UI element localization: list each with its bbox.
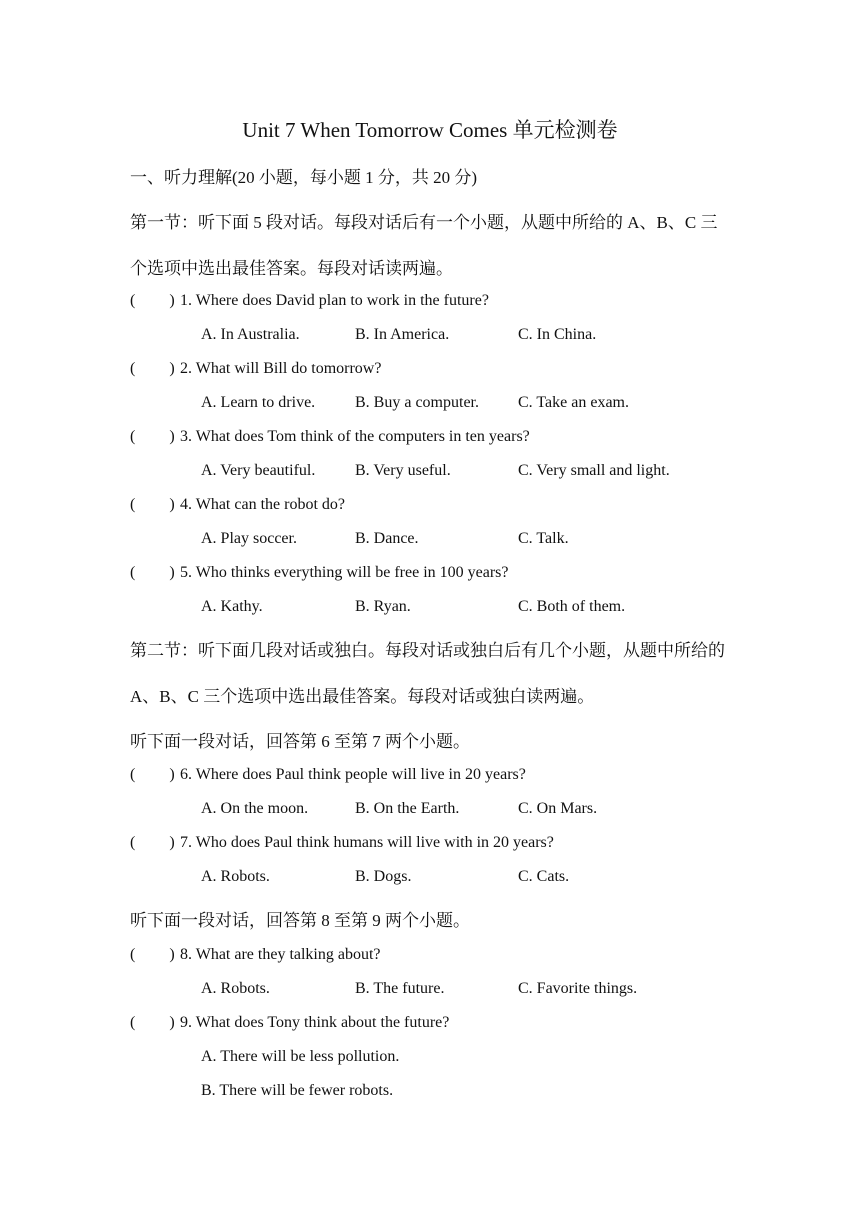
option-c: C. Take an exam. [518, 394, 629, 411]
part2-instructions-line1: 第二节：听下面几段对话或独白。每段对话或独白后有几个小题，从题中所给的 [130, 641, 725, 660]
question-stem: 1. Where does David plan to work in the future? [180, 292, 489, 309]
answer-blank[interactable]: ( ) [130, 564, 175, 581]
option-a: A. Learn to drive. [201, 394, 316, 411]
option-b: B. On the Earth. [355, 800, 460, 817]
question-8 [130, 946, 381, 964]
dialog-intro-6-7: 听下面一段对话，回答第 6 至第 7 两个小题。 [130, 732, 470, 751]
part2-instructions-line2: A、B、C 三个选项中选出最佳答案。每段对话或独白读两遍。 [130, 687, 595, 706]
question-1 [130, 292, 489, 310]
option-a: A. Very beautiful. [201, 462, 316, 479]
option-c: C. Very small and light. [518, 462, 670, 479]
answer-blank[interactable]: ( ) [130, 766, 175, 783]
question-stem: 4. What can the robot do? [180, 496, 345, 513]
option-b: B. Dance. [355, 530, 419, 547]
option-a: A. On the moon. [201, 800, 309, 817]
option-c: C. Favorite things. [518, 980, 638, 997]
option-b: B. There will be fewer robots. [201, 1082, 394, 1099]
answer-blank[interactable]: ( ) [130, 496, 175, 513]
option-b: B. Ryan. [355, 598, 411, 615]
dialog-intro-8-9: 听下面一段对话，回答第 8 至第 9 两个小题。 [130, 911, 470, 930]
page-title: Unit 7 When Tomorrow Comes 单元检测卷 [242, 118, 618, 142]
question-9 [130, 1014, 449, 1032]
option-c: C. On Mars. [518, 800, 598, 817]
question-5 [130, 564, 509, 582]
answer-blank[interactable]: ( ) [130, 1014, 175, 1031]
question-stem: 5. Who thinks everything will be free in 100 years? [180, 564, 509, 581]
option-a: A. Play soccer. [201, 530, 297, 547]
answer-blank[interactable]: ( ) [130, 946, 175, 963]
option-c: C. Both of them. [518, 598, 626, 615]
question-3 [130, 428, 530, 446]
option-b: B. In America. [355, 326, 450, 343]
question-4 [130, 496, 345, 514]
part1-instructions-line2: 个选项中选出最佳答案。每段对话读两遍。 [130, 259, 453, 278]
question-stem: 9. What does Tony think about the future? [180, 1014, 450, 1031]
question-stem: 6. Where does Paul think people will live in 20 years? [180, 766, 526, 783]
option-c: C. Cats. [518, 868, 570, 885]
answer-blank[interactable]: ( ) [130, 834, 175, 851]
option-b: B. Dogs. [355, 868, 412, 885]
option-a: A. There will be less pollution. [201, 1048, 400, 1065]
option-c: C. In China. [518, 326, 597, 343]
question-7 [130, 834, 554, 852]
option-a: A. Robots. [201, 868, 270, 885]
option-c: C. Talk. [518, 530, 569, 547]
section-heading: 一、听力理解(20 小题，每小题 1 分，共 20 分) [130, 168, 478, 187]
answer-blank[interactable]: ( ) [130, 428, 175, 445]
question-stem: 3. What does Tom think of the computers in ten years? [180, 428, 530, 445]
option-b: B. Buy a computer. [355, 394, 479, 411]
question-2 [130, 360, 381, 378]
answer-blank[interactable]: ( ) [130, 292, 175, 309]
question-6 [130, 766, 526, 784]
option-a: A. Kathy. [201, 598, 263, 615]
option-b: B. The future. [355, 980, 445, 997]
option-a: A. In Australia. [201, 326, 300, 343]
option-b: B. Very useful. [355, 462, 451, 479]
question-stem: 8. What are they talking about? [180, 946, 381, 963]
question-stem: 2. What will Bill do tomorrow? [180, 360, 382, 377]
answer-blank[interactable]: ( ) [130, 360, 175, 377]
option-a: A. Robots. [201, 980, 270, 997]
question-stem: 7. Who does Paul think humans will live with in 20 years? [180, 834, 554, 851]
part1-instructions-line1: 第一节：听下面 5 段对话。每段对话后有一个小题，从题中所给的 A、B、C 三 [130, 213, 718, 232]
